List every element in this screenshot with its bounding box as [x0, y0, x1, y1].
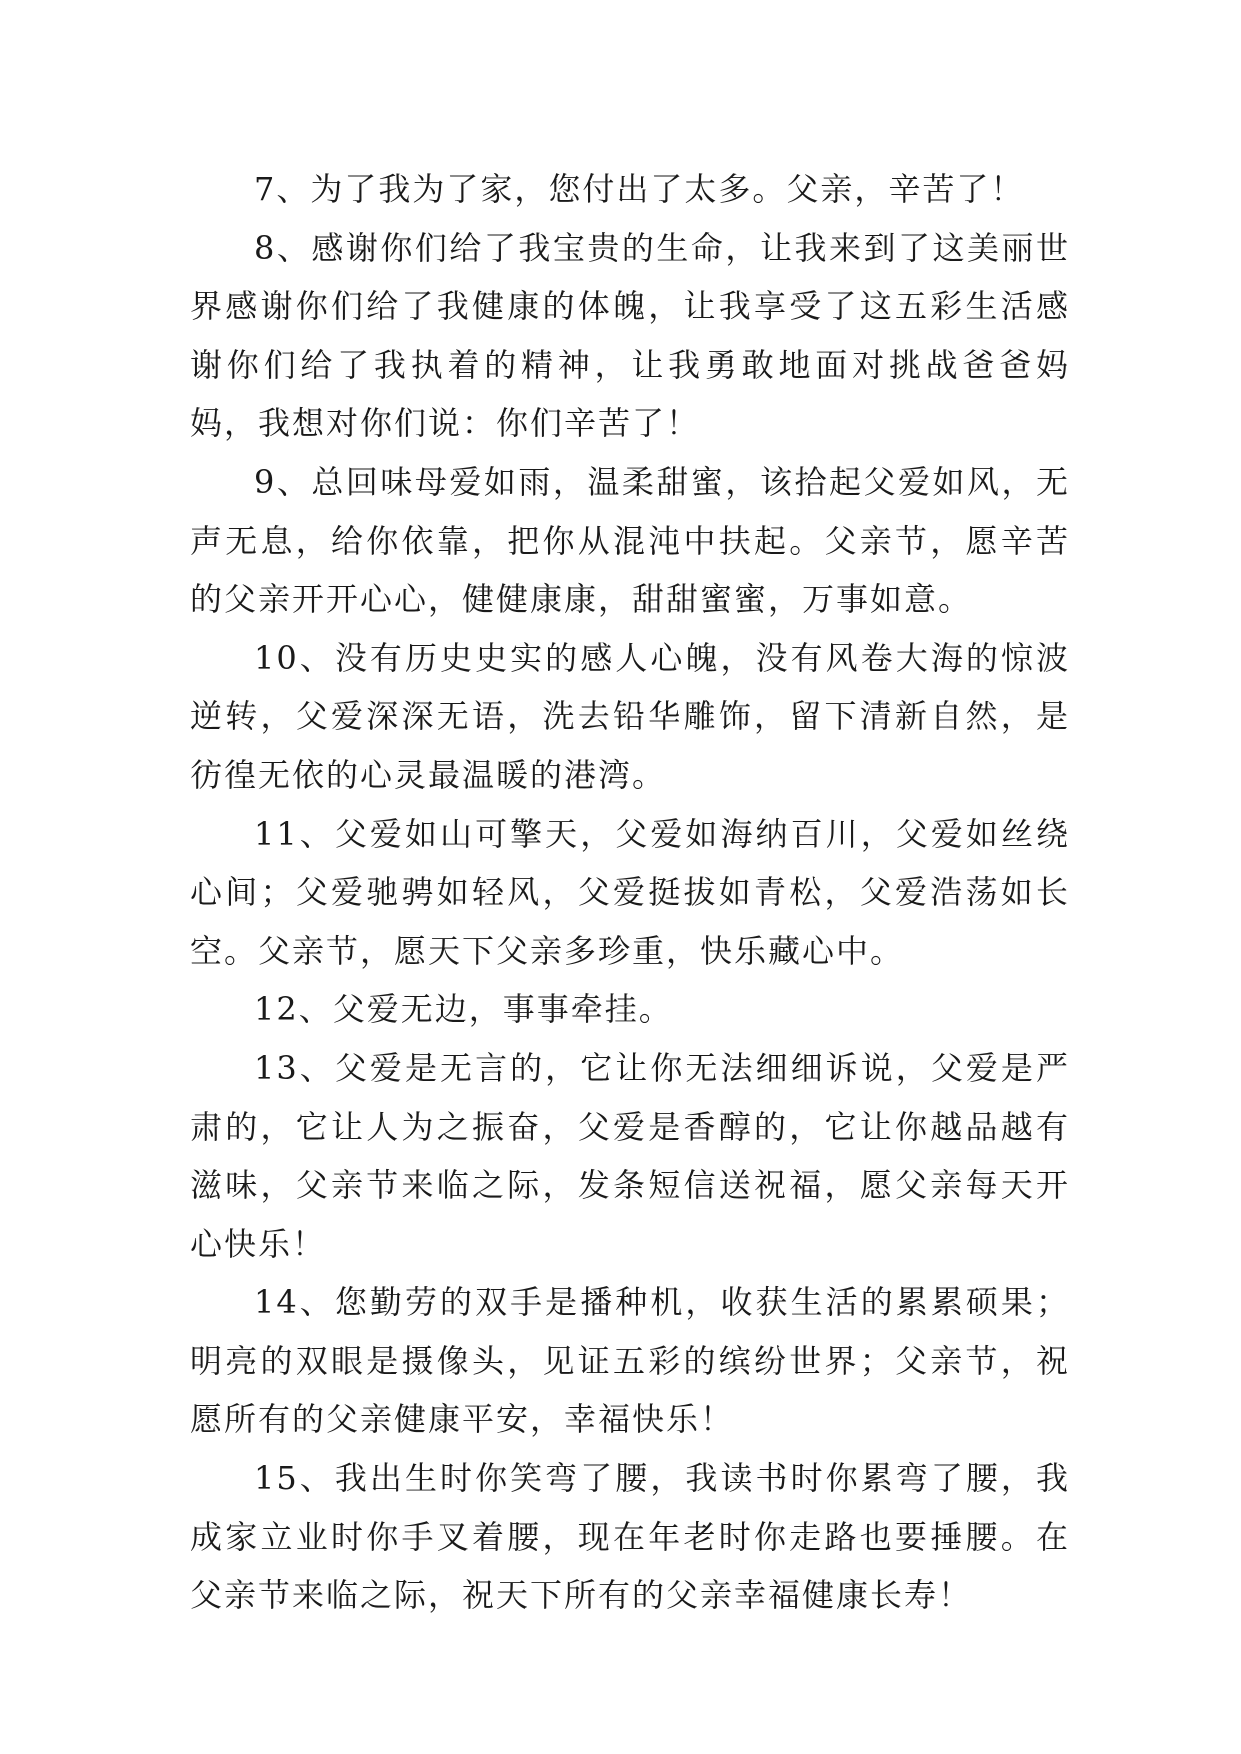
paragraph-12: 12、父爱无边，事事牵挂。 [254, 990, 673, 1029]
paragraph-11: 11、父爱如山可擎天，父爱如海纳百川，父爱如丝绕心间；父爱驰骋如轻风，父爱挺拔如青松，父爱浩荡如长空。父亲节，愿天下父亲多珍重，快乐藏心中。 [190, 814, 1070, 970]
paragraph-13: 13、父爱是无言的，它让你无法细细诉说，父爱是严肃的，它让人为之振奋，父爱是香醇的，它让你越品越有滋味，父亲节来临之际，发条短信送祝福，愿父亲每天开心快乐！ [190, 1048, 1070, 1263]
paragraph-8: 8、感谢你们给了我宝贵的生命，让我来到了这美丽世界感谢你们给了我健康的体魄，让我享受了这五彩生活感谢你们给了我执着的精神，让我勇敢地面对挑战爸爸妈妈，我想对你们说：你们辛苦了！ [190, 228, 1070, 443]
paragraph-9: 9、总回味母爱如雨，温柔甜蜜，该拾起父爱如风，无声无息，给你依靠，把你从混沌中扶起。父亲节，愿辛苦的父亲开开心心，健健康康，甜甜蜜蜜，万事如意。 [190, 462, 1070, 619]
paragraph-14: 14、您勤劳的双手是播种机，收获生活的累累硕果；明亮的双眼是摄像头，见证五彩的缤纷世界；父亲节，祝愿所有的父亲健康平安，幸福快乐！ [190, 1283, 1070, 1439]
document-body [190, 160, 1070, 1625]
paragraph-15: 15、我出生时你笑弯了腰，我读书时你累弯了腰，我成家立业时你手叉着腰，现在年老时你走路也要捶腰。在父亲节来临之际，祝天下所有的父亲幸福健康长寿！ [190, 1459, 1070, 1615]
paragraph-10: 10、没有历史史实的感人心魄，没有风卷大海的惊波逆转，父爱深深无语，洗去铅华雕饰，留下清新自然，是彷徨无依的心灵最温暖的港湾。 [190, 638, 1070, 794]
paragraph-7: 7、为了我为了家，您付出了太多。父亲，辛苦了！ [254, 170, 1025, 208]
